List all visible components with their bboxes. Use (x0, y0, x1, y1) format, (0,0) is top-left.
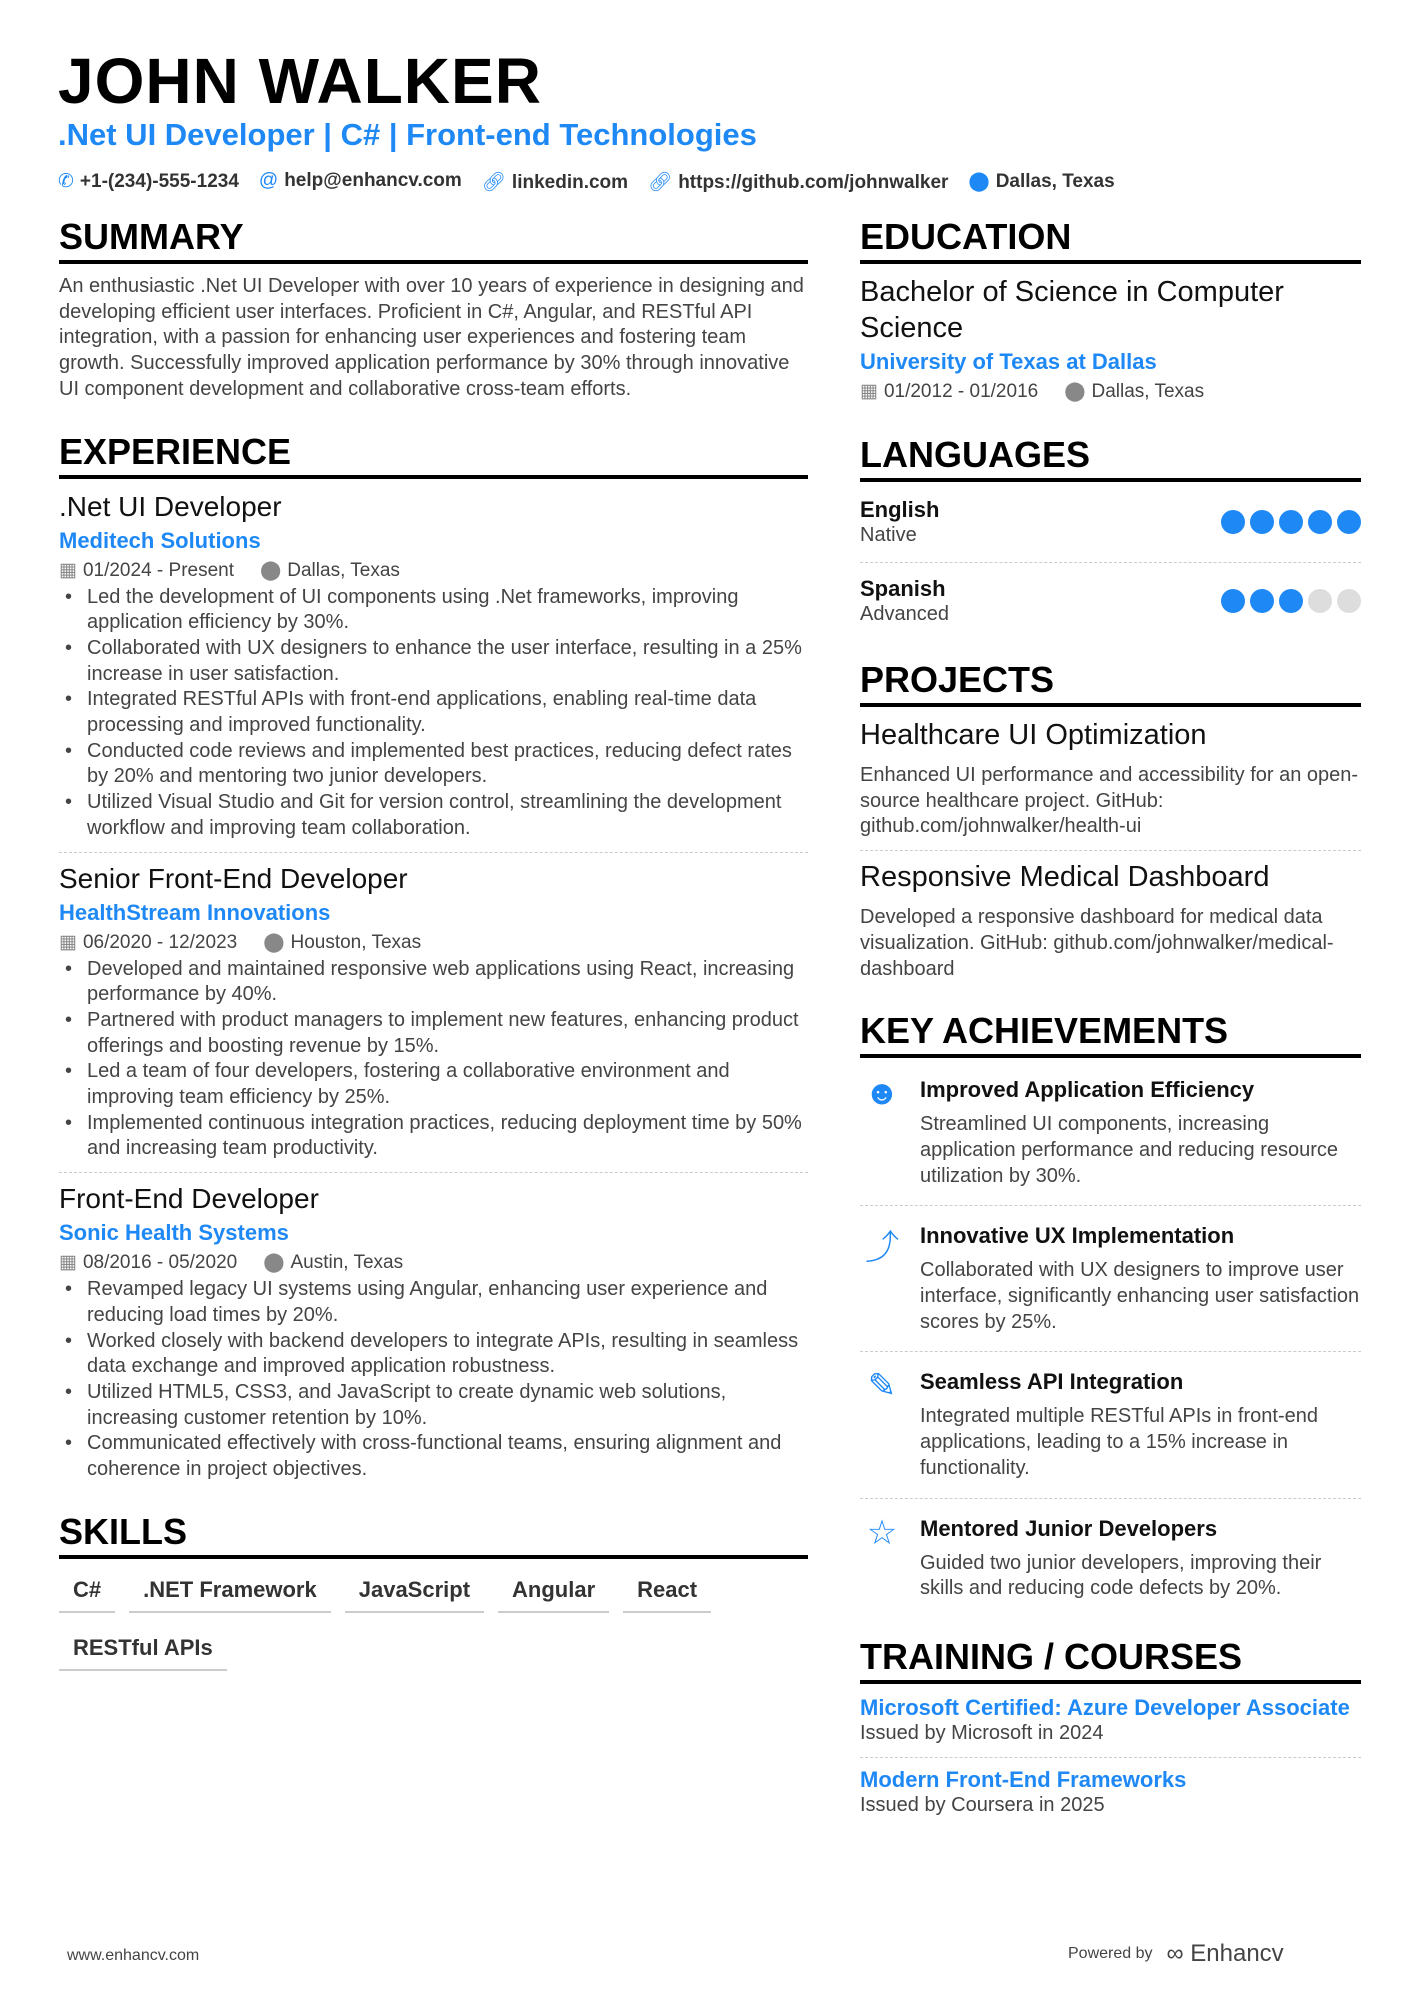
phone-icon: ✆ (58, 171, 74, 192)
language-name: English (860, 497, 940, 522)
achievement-title: Mentored Junior Developers (920, 1515, 1218, 1541)
language-rating (1221, 510, 1361, 534)
section-heading: KEY ACHIEVEMENTS (860, 1010, 1361, 1058)
language-level: Native (860, 524, 917, 546)
job-entry (59, 489, 808, 853)
strategy-icon: ⤴ (865, 1229, 899, 1268)
left-column (59, 216, 808, 1699)
language-info (860, 496, 939, 548)
divider (860, 850, 1361, 851)
star-icon: ☆ (866, 1513, 898, 1552)
section-heading: TRAINING / COURSES (860, 1636, 1361, 1684)
divider (59, 1172, 808, 1173)
job-dates (59, 557, 234, 585)
bullet-item: • Communicated effectively with cross-functional teams, ensuring alignment and coherence in project objectives. (59, 1431, 808, 1482)
language-rating (1221, 589, 1361, 613)
dates-text: 08/2016 - 05/2020 (82, 1252, 238, 1274)
training-section (860, 1636, 1361, 1818)
job-entry (59, 1181, 808, 1483)
bullet-item: • Utilized Visual Studio and Git for version control, streamlining the development workflow and improving team collaboration. (59, 790, 808, 841)
school: University of Texas at Dallas (860, 349, 1157, 374)
company-name: Meditech Solutions (59, 527, 261, 553)
dates-text: 01/2024 - Present (82, 559, 234, 581)
achievements-section (860, 1010, 1361, 1608)
bullet-list (59, 957, 808, 1163)
achievement-title: Improved Application Efficiency (920, 1077, 1255, 1103)
achievement-item (860, 1214, 1361, 1341)
rating-dot (1337, 510, 1361, 534)
summary-text: An enthusiastic .Net UI Developer with over 10 years of experience in designing and developing efficient user interfaces. Proficient in C#, Angular, and RESTful API integration, with a passion for enhancing user experiences and fostering team growth. Successfully improved application performance by 30% through innovative UI component development and collaborative cross-team efforts. (59, 275, 804, 400)
bullet-item: • Revamped legacy UI systems using Angular, enhancing user experience and reducing load times by 20%. (59, 1277, 808, 1328)
skill-tag: JavaScript (345, 1569, 484, 1613)
achievement-description: Streamlined UI components, increasing application performance and reducing resource utilization by 30%. (920, 1113, 1339, 1187)
projects-section (860, 659, 1361, 982)
language-row (860, 571, 1361, 631)
skill-tag: React (623, 1569, 711, 1613)
candidate-name: JOHN WALKER (58, 45, 542, 117)
skills-section (59, 1511, 808, 1671)
phone-text: +1-(234)-555-1234 (79, 171, 239, 192)
job-meta (59, 1249, 808, 1277)
contact-email[interactable] (259, 170, 462, 194)
bullet-list (59, 585, 808, 842)
rating-dot (1250, 510, 1274, 534)
section-heading: EXPERIENCE (59, 431, 808, 479)
link-icon: 🔗︎ (648, 172, 673, 193)
rating-dot (1337, 589, 1361, 613)
section-heading: EDUCATION (860, 216, 1361, 264)
location-icon: ⬤ (263, 931, 285, 953)
rating-dot (1221, 589, 1245, 613)
achievement-body (920, 1366, 1361, 1481)
at-icon: @ (258, 170, 279, 191)
rating-dot (1221, 510, 1245, 534)
summary-section (59, 216, 808, 403)
job-entry (59, 861, 808, 1174)
language-info (860, 575, 949, 627)
magic-wand-icon: ✎ (867, 1367, 897, 1406)
section-heading: SUMMARY (59, 216, 808, 264)
location-text: Houston, Texas (290, 931, 422, 953)
job-title: Senior Front-End Developer (59, 862, 408, 894)
job-location (263, 929, 421, 957)
job-title: Front-End Developer (59, 1183, 319, 1215)
education-section (860, 216, 1361, 406)
bullet-item: • Led the development of UI components using .Net frameworks, improving application efficiency by 30%. (59, 585, 808, 636)
bullet-item: • Implemented continuous integration practices, reducing deployment time by 50% and increasing team productivity. (59, 1111, 808, 1162)
section-heading: SKILLS (59, 1511, 808, 1559)
footer-branding (1068, 1940, 1284, 1968)
rating-dot (1250, 589, 1274, 613)
location-text: Dallas, Texas (287, 559, 400, 581)
powered-by: Powered by (1068, 1945, 1153, 1962)
language-row (860, 492, 1361, 552)
rating-dot (1308, 589, 1332, 613)
project-title: Responsive Medical Dashboard (860, 861, 1270, 894)
company-name: Sonic Health Systems (59, 1220, 289, 1246)
email-text: help@enhancv.com (284, 170, 462, 191)
experience-section (59, 431, 808, 1483)
job-title: .Net UI Developer (59, 490, 282, 522)
course-issuer: Issued by Coursera in 2025 (860, 1793, 1105, 1816)
job-dates (59, 929, 237, 957)
achievement-description: Guided two junior developers, improving their skills and reducing code defects by 20%. (920, 1551, 1322, 1600)
skill-tag: .NET Framework (129, 1569, 331, 1613)
degree: Bachelor of Science in Computer Science (860, 276, 1284, 344)
brand-name: Enhancv (1190, 1940, 1284, 1967)
education-location: Dallas, Texas (1091, 381, 1205, 402)
divider (860, 1498, 1361, 1499)
rating-dot (1308, 510, 1332, 534)
calendar-icon: ▦ (59, 559, 77, 581)
job-meta (59, 929, 808, 957)
section-heading: PROJECTS (860, 659, 1361, 707)
candidate-title: .Net UI Developer | C# | Front-end Technologies (58, 117, 757, 152)
divider (860, 1757, 1361, 1758)
bullet-item: • Led a team of four developers, fostering a collaborative environment and improving team efficiency by 25%. (59, 1059, 808, 1110)
location-text: Dallas, Texas (995, 171, 1115, 192)
link-icon: 🔗︎ (481, 172, 506, 193)
achievement-item (860, 1068, 1361, 1195)
contact-location (968, 170, 1114, 194)
github-text: https://github.com/johnwalker (678, 172, 949, 193)
achievement-title: Innovative UX Implementation (920, 1223, 1235, 1249)
skill-tag: C# (59, 1569, 115, 1613)
achievement-description: Integrated multiple RESTful APIs in front-end applications, leading to a 15% increase in functionality. (920, 1405, 1318, 1479)
bullet-item: • Integrated RESTful APIs with front-end applications, enabling real-time data processing and improved functionality. (59, 687, 808, 738)
contact-phone[interactable] (58, 170, 239, 194)
project-description: Developed a responsive dashboard for medical data visualization. GitHub: github.com/johnwalker/medical-dashboard (860, 906, 1334, 980)
bullet-item: • Developed and maintained responsive web applications using React, increasing performance by 40%. (59, 957, 808, 1008)
job-location (263, 1249, 403, 1277)
rating-dot (1279, 589, 1303, 613)
achievement-title: Seamless API Integration (920, 1369, 1184, 1395)
language-name: Spanish (860, 576, 946, 601)
project-title: Healthcare UI Optimization (860, 719, 1207, 751)
enhancv-logo: ∞ Enhancv (1166, 1940, 1284, 1967)
bullet-item: • Partnered with product managers to implement new features, enhancing product offerings and boosting revenue by 15%. (59, 1008, 808, 1059)
course-issuer: Issued by Microsoft in 2024 (860, 1721, 1104, 1744)
divider (59, 852, 808, 853)
bullet-item: • Utilized HTML5, CSS3, and JavaScript to create dynamic web solutions, increasing customer retention by 10%. (59, 1380, 808, 1431)
job-dates (59, 1249, 237, 1277)
course-title[interactable]: Modern Front-End Frameworks (860, 1766, 1187, 1792)
job-meta (59, 557, 808, 585)
divider (860, 1205, 1361, 1206)
achievement-body (920, 1074, 1361, 1189)
linkedin-text: linkedin.com (511, 172, 629, 193)
calendar-icon: ▦ (860, 381, 878, 402)
job-location (260, 557, 400, 585)
contact-bar (58, 170, 1115, 194)
company-name: HealthStream Innovations (59, 899, 331, 925)
location-icon: ⬤ (1064, 381, 1086, 402)
project-description: Enhanced UI performance and accessibility for an open-source healthcare project. GitHub: github.com/johnwalker/health-ui (860, 764, 1359, 838)
dates-text: 06/2020 - 12/2023 (82, 931, 238, 953)
bullet-list (59, 1277, 808, 1483)
education-meta (860, 378, 1361, 406)
achievement-body (920, 1513, 1361, 1602)
footer-site[interactable]: www.enhancv.com (67, 1947, 200, 1964)
calendar-icon: ▦ (59, 931, 77, 953)
languages-section (860, 434, 1361, 631)
bullet-item: • Collaborated with UX designers to enhance the user interface, resulting in a 25% increase in user satisfaction. (59, 636, 808, 687)
achievement-item (860, 1507, 1361, 1608)
achievement-body (920, 1220, 1361, 1335)
location-text: Austin, Texas (290, 1252, 404, 1274)
divider (860, 562, 1361, 563)
location-icon: ⬤ (968, 171, 990, 192)
brain-head-icon: ☻ (864, 1074, 900, 1113)
divider (860, 1351, 1361, 1352)
calendar-icon: ▦ (59, 1252, 77, 1274)
skill-tag: RESTful APIs (59, 1627, 227, 1671)
education-dates: 01/2012 - 01/2016 (883, 381, 1039, 402)
course-title[interactable]: Microsoft Certified: Azure Developer Associate (860, 1694, 1350, 1720)
achievement-description: Collaborated with UX designers to improve user interface, significantly enhancing user satisfaction scores by 25%. (920, 1259, 1360, 1333)
bullet-item: • Conducted code reviews and implemented best practices, reducing defect rates by 20% and mentoring two junior developers. (59, 739, 808, 790)
language-level: Advanced (860, 603, 949, 625)
rating-dot (1279, 510, 1303, 534)
bullet-item: • Worked closely with backend developers to integrate APIs, resulting in seamless data exchange and improved application robustness. (59, 1329, 808, 1380)
location-icon: ⬤ (263, 1252, 285, 1274)
section-heading: LANGUAGES (860, 434, 1361, 482)
skill-tag: Angular (498, 1569, 609, 1613)
right-column (860, 216, 1361, 1846)
achievement-item (860, 1360, 1361, 1487)
location-icon: ⬤ (260, 559, 282, 581)
contact-linkedin[interactable] (482, 170, 628, 194)
contact-github[interactable] (648, 170, 948, 194)
